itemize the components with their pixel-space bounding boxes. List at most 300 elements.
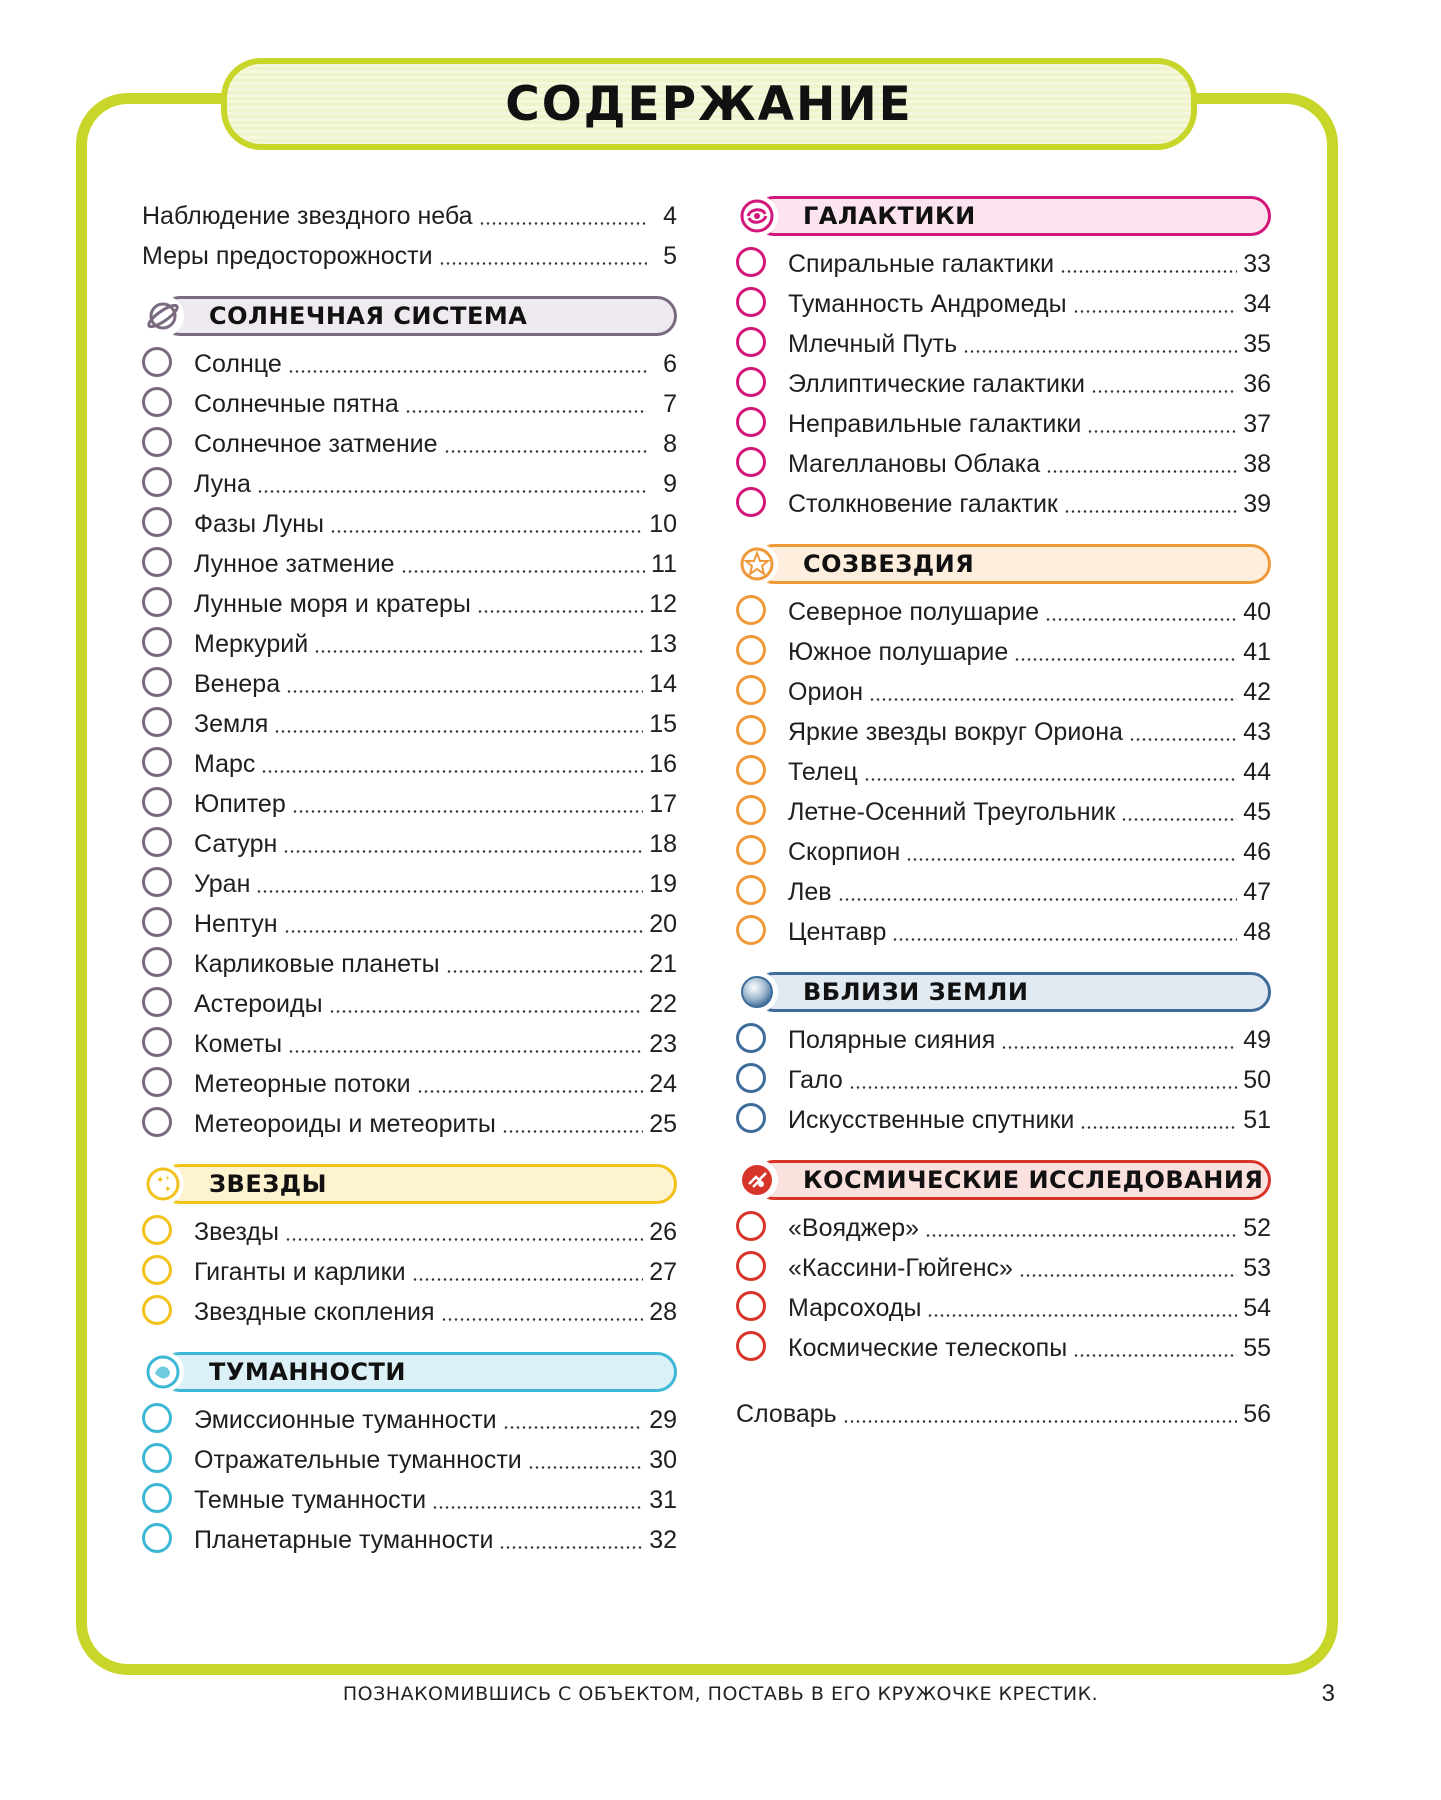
toc-entry[interactable] <box>142 196 677 236</box>
checkbox-circle[interactable] <box>736 835 766 865</box>
checkbox-circle[interactable] <box>736 875 766 905</box>
entry-page-number: 42 <box>1243 678 1271 706</box>
toc-entry[interactable] <box>736 912 1271 952</box>
checkbox-circle[interactable] <box>736 1063 766 1093</box>
sphere-icon <box>736 971 778 1013</box>
dot-leader <box>963 350 1237 353</box>
toc-entry[interactable] <box>142 584 677 624</box>
dot-leader <box>925 1234 1237 1237</box>
intro-entries <box>142 196 677 276</box>
dot-leader <box>432 1506 643 1509</box>
entry-title: Меркурий <box>194 630 309 658</box>
toc-entry[interactable] <box>142 664 677 704</box>
entry-title: Венера <box>194 670 281 698</box>
entry-title: Уран <box>194 870 251 898</box>
toc-entry[interactable] <box>142 864 677 904</box>
dot-leader <box>314 650 643 653</box>
page-title: СОДЕРЖАНИЕ <box>505 76 913 132</box>
checkbox-circle[interactable] <box>142 827 172 857</box>
toc-entry[interactable] <box>736 1288 1271 1328</box>
dot-leader <box>1060 270 1237 273</box>
dot-leader <box>288 1050 643 1053</box>
section-title: ГАЛАКТИКИ <box>803 202 976 230</box>
entry-page-number: 29 <box>649 1406 677 1434</box>
checkbox-circle[interactable] <box>736 755 766 785</box>
toc-entry[interactable] <box>736 1328 1271 1368</box>
toc-entry[interactable] <box>736 792 1271 832</box>
checkbox-circle[interactable] <box>142 387 172 417</box>
toc-entry[interactable] <box>736 1208 1271 1248</box>
toc-entry[interactable] <box>142 744 677 784</box>
toc-entry[interactable] <box>736 1100 1271 1140</box>
entry-page-number: 37 <box>1243 410 1271 438</box>
dot-leader <box>1073 1354 1237 1357</box>
checkbox-circle[interactable] <box>736 287 766 317</box>
entry-page-number: 38 <box>1243 450 1271 478</box>
dot-leader <box>330 530 643 533</box>
checkbox-circle[interactable] <box>142 987 172 1017</box>
toc-entry[interactable] <box>736 1020 1271 1060</box>
entry-title: Солнечное затмение <box>194 430 438 458</box>
entry-page-number: 46 <box>1243 838 1271 866</box>
checkbox-circle[interactable] <box>142 667 172 697</box>
dot-leader <box>1046 470 1237 473</box>
svg-text:✦: ✦ <box>165 1176 171 1182</box>
checkbox-circle[interactable] <box>142 427 172 457</box>
checkbox-circle[interactable] <box>142 867 172 897</box>
svg-text:✦: ✦ <box>164 1184 172 1194</box>
entry-page-number: 26 <box>649 1218 677 1246</box>
entry-page-number: 17 <box>649 790 677 818</box>
section-banner <box>754 972 1271 1012</box>
entry-page-number: 5 <box>663 242 677 270</box>
toc-section <box>736 972 1271 1140</box>
toc-section <box>142 296 677 1144</box>
entry-title: Солнце <box>194 350 282 378</box>
entry-page-number: 39 <box>1243 490 1271 518</box>
toc-entry[interactable] <box>736 364 1271 404</box>
toc-entry[interactable] <box>142 236 677 276</box>
toc-entry[interactable] <box>736 404 1271 444</box>
toc-entry[interactable] <box>142 1104 677 1144</box>
checkbox-circle[interactable] <box>142 747 172 777</box>
left-column <box>142 196 677 1560</box>
entry-page-number: 55 <box>1243 1334 1271 1362</box>
toc-entry[interactable] <box>736 1248 1271 1288</box>
toc-entry[interactable] <box>736 324 1271 364</box>
toc-entry[interactable] <box>736 244 1271 284</box>
section-header <box>736 972 1271 1014</box>
checkbox-circle[interactable] <box>736 675 766 705</box>
dot-leader <box>1001 1046 1237 1049</box>
entry-title: Спиральные галактики <box>788 250 1055 278</box>
toc-entry[interactable] <box>736 592 1271 632</box>
probe-icon <box>736 1159 778 1201</box>
toc-entry[interactable] <box>736 712 1271 752</box>
dot-leader <box>838 898 1238 901</box>
checkbox-circle[interactable] <box>736 487 766 517</box>
entry-title: «Кассини-Гюйгенс» <box>788 1254 1013 1282</box>
section-banner <box>754 544 1271 584</box>
entry-title: Полярные сияния <box>788 1026 996 1054</box>
toc-entry[interactable] <box>142 1400 677 1440</box>
toc-entry[interactable] <box>142 784 677 824</box>
section-banner <box>160 1164 677 1204</box>
dot-leader <box>503 1426 644 1429</box>
entry-title: Темные туманности <box>194 1486 427 1514</box>
title-banner <box>221 58 1197 150</box>
entry-page-number: 41 <box>1243 638 1271 666</box>
checkbox-circle[interactable] <box>142 947 172 977</box>
entry-title: Марсоходы <box>788 1294 922 1322</box>
right-column <box>736 196 1271 1434</box>
checkbox-circle[interactable] <box>736 915 766 945</box>
entry-title: Юпитер <box>194 790 286 818</box>
section-title: ТУМАННОСТИ <box>209 1358 406 1386</box>
entry-title: Звездные скопления <box>194 1298 435 1326</box>
entry-title: Южное полушарие <box>788 638 1009 666</box>
galaxy-icon <box>736 195 778 237</box>
dot-leader <box>1064 510 1237 513</box>
dot-leader <box>502 1130 643 1133</box>
toc-section <box>736 196 1271 524</box>
entry-page-number: 11 <box>651 550 677 578</box>
section-header <box>142 296 677 338</box>
dot-leader <box>1091 390 1237 393</box>
entry-title: Карликовые планеты <box>194 950 440 978</box>
dot-leader <box>286 690 643 693</box>
dot-leader <box>869 698 1237 701</box>
constellation-icon <box>736 543 778 585</box>
entry-title: Орион <box>788 678 864 706</box>
dot-leader <box>283 850 643 853</box>
entry-title: Туманность Андромеды <box>788 290 1067 318</box>
entry-page-number: 4 <box>663 202 677 230</box>
toc-entry[interactable] <box>736 484 1271 524</box>
entry-page-number: 32 <box>649 1526 677 1554</box>
dot-leader <box>257 490 647 493</box>
entry-title: Лев <box>788 878 832 906</box>
entry-page-number: 56 <box>1243 1400 1271 1428</box>
entry-page-number: 22 <box>649 990 677 1018</box>
checkbox-circle[interactable] <box>736 447 766 477</box>
section-title: СОЗВЕЗДИЯ <box>803 550 975 578</box>
entry-page-number: 35 <box>1243 330 1271 358</box>
dot-leader <box>479 222 647 225</box>
toc-entry[interactable] <box>142 1292 677 1332</box>
section-banner <box>160 296 677 336</box>
dot-leader <box>446 970 644 973</box>
toc-entry[interactable] <box>736 832 1271 872</box>
toc-entry[interactable] <box>736 1060 1271 1100</box>
entry-title: Телец <box>788 758 858 786</box>
entry-page-number: 6 <box>663 350 677 378</box>
entry-title: Метеороиды и метеориты <box>194 1110 496 1138</box>
entry-page-number: 52 <box>1243 1214 1271 1242</box>
toc-section <box>142 1164 677 1332</box>
checkbox-circle[interactable] <box>142 1443 172 1473</box>
toc-entry[interactable] <box>736 752 1271 792</box>
entry-page-number: 36 <box>1243 370 1271 398</box>
toc-entry[interactable] <box>736 672 1271 712</box>
entry-title: Космические телескопы <box>788 1334 1068 1362</box>
entry-page-number: 28 <box>649 1298 677 1326</box>
svg-text:✦: ✦ <box>156 1175 165 1186</box>
entry-page-number: 43 <box>1243 718 1271 746</box>
checkbox-circle[interactable] <box>736 407 766 437</box>
entry-title: Словарь <box>736 1400 837 1428</box>
entry-page-number: 30 <box>649 1446 677 1474</box>
entry-title: Лунные моря и кратеры <box>194 590 471 618</box>
entry-page-number: 53 <box>1243 1254 1271 1282</box>
entry-page-number: 21 <box>649 950 677 978</box>
toc-entry[interactable] <box>142 1212 677 1252</box>
entry-title: Столкновение галактик <box>788 490 1058 518</box>
toc-entry[interactable] <box>736 872 1271 912</box>
glossary-entry <box>736 1394 1271 1434</box>
section-header <box>736 196 1271 238</box>
dot-leader <box>1121 818 1237 821</box>
checkbox-circle[interactable] <box>736 327 766 357</box>
entry-title: Неправильные галактики <box>788 410 1082 438</box>
toc-entry[interactable] <box>142 704 677 744</box>
entry-page-number: 12 <box>649 590 677 618</box>
dot-leader <box>528 1466 643 1469</box>
checkbox-circle[interactable] <box>142 1255 172 1285</box>
toc-entry[interactable] <box>142 1252 677 1292</box>
entry-title: Земля <box>194 710 269 738</box>
dot-leader <box>499 1546 643 1549</box>
dot-leader <box>417 1090 644 1093</box>
entry-page-number: 50 <box>1243 1066 1271 1094</box>
toc-entry[interactable] <box>736 444 1271 484</box>
section-banner <box>754 196 1271 236</box>
toc-entry[interactable] <box>142 1440 677 1480</box>
entry-page-number: 34 <box>1243 290 1271 318</box>
entry-title: Астероиды <box>194 990 323 1018</box>
entry-page-number: 9 <box>663 470 677 498</box>
toc-entry[interactable] <box>142 544 677 584</box>
entry-page-number: 23 <box>649 1030 677 1058</box>
entry-page-number: 14 <box>649 670 677 698</box>
dot-leader <box>1014 658 1237 661</box>
entry-page-number: 13 <box>649 630 677 658</box>
checkbox-circle[interactable] <box>142 507 172 537</box>
section-banner <box>754 1160 1271 1200</box>
entry-page-number: 20 <box>649 910 677 938</box>
page-number: 3 <box>1321 1680 1335 1707</box>
toc-entry[interactable] <box>142 984 677 1024</box>
checkbox-circle[interactable] <box>142 627 172 657</box>
dot-leader <box>1080 1126 1237 1129</box>
dot-leader <box>405 410 647 413</box>
section-title: ВБЛИЗИ ЗЕМЛИ <box>803 978 1029 1006</box>
toc-entry[interactable] <box>142 1480 677 1520</box>
dot-leader <box>1019 1274 1237 1277</box>
checkbox-circle[interactable] <box>736 1331 766 1361</box>
checkbox-circle[interactable] <box>142 1295 172 1325</box>
checkbox-circle[interactable] <box>142 547 172 577</box>
dot-leader <box>906 858 1237 861</box>
entry-title: Летне-Осенний Треугольник <box>788 798 1116 826</box>
toc-entry[interactable] <box>142 384 677 424</box>
checkbox-circle[interactable] <box>142 1523 172 1553</box>
entry-page-number: 7 <box>663 390 677 418</box>
entry-page-number: 33 <box>1243 250 1271 278</box>
entry-title: Метеорные потоки <box>194 1070 411 1098</box>
dot-leader <box>444 450 648 453</box>
checkbox-circle[interactable] <box>142 1215 172 1245</box>
entry-page-number: 27 <box>649 1258 677 1286</box>
toc-section <box>142 1352 677 1560</box>
toc-entry[interactable] <box>142 504 677 544</box>
checkbox-circle[interactable] <box>142 1067 172 1097</box>
entry-title: Скорпион <box>788 838 901 866</box>
entry-page-number: 51 <box>1243 1106 1271 1134</box>
entry-title: Гало <box>788 1066 843 1094</box>
dot-leader <box>849 1086 1237 1089</box>
toc-entry[interactable] <box>142 1024 677 1064</box>
entry-title: Меры предосторожности <box>142 242 433 270</box>
toc-entry[interactable] <box>142 904 677 944</box>
dot-leader <box>439 262 647 265</box>
dot-leader <box>477 610 643 613</box>
entry-title: Сатурн <box>194 830 278 858</box>
dot-leader <box>285 1238 643 1241</box>
entry-title: Северное полушарие <box>788 598 1040 626</box>
dot-leader <box>256 890 643 893</box>
checkbox-circle[interactable] <box>142 707 172 737</box>
entry-page-number: 25 <box>649 1110 677 1138</box>
toc-entry[interactable] <box>142 1520 677 1560</box>
entry-title: Нептун <box>194 910 278 938</box>
checkbox-circle[interactable] <box>142 587 172 617</box>
entry-page-number: 44 <box>1243 758 1271 786</box>
toc-entry[interactable] <box>142 824 677 864</box>
entry-title: Центавр <box>788 918 887 946</box>
checkbox-circle[interactable] <box>736 795 766 825</box>
dot-leader <box>1087 430 1237 433</box>
entry-title: Яркие звезды вокруг Ориона <box>788 718 1123 746</box>
toc-entry[interactable] <box>142 344 677 384</box>
toc-entry[interactable] <box>142 624 677 664</box>
section-header <box>736 544 1271 586</box>
section-title: КОСМИЧЕСКИЕ ИССЛЕДОВАНИЯ <box>803 1166 1264 1194</box>
section-header <box>736 1160 1271 1202</box>
dot-leader <box>927 1314 1237 1317</box>
section-header <box>142 1352 677 1394</box>
entry-title: Кометы <box>194 1030 283 1058</box>
checkbox-circle[interactable] <box>736 1251 766 1281</box>
dot-leader <box>1073 310 1238 313</box>
entry-title: Планетарные туманности <box>194 1526 494 1554</box>
checkbox-circle[interactable] <box>142 787 172 817</box>
entry-page-number: 45 <box>1243 798 1271 826</box>
entry-page-number: 8 <box>663 430 677 458</box>
footer-note: ПОЗНАКОМИВШИСЬ С ОБЪЕКТОМ, ПОСТАВЬ В ЕГО КРУЖОЧКЕ КРЕСТИК. <box>342 1683 1099 1705</box>
entry-page-number: 10 <box>649 510 677 538</box>
stars-icon <box>142 1163 184 1205</box>
checkbox-circle[interactable] <box>736 595 766 625</box>
checkbox-circle[interactable] <box>142 1483 172 1513</box>
toc-entry[interactable] <box>142 1064 677 1104</box>
toc-section <box>736 544 1271 952</box>
toc-entry[interactable] <box>736 1394 1271 1434</box>
toc-section <box>736 1160 1271 1368</box>
entry-title: Искусственные спутники <box>788 1106 1075 1134</box>
checkbox-circle[interactable] <box>736 1103 766 1133</box>
checkbox-circle[interactable] <box>736 635 766 665</box>
entry-title: Эмиссионные туманности <box>194 1406 497 1434</box>
dot-leader <box>892 938 1237 941</box>
checkbox-circle[interactable] <box>142 1403 172 1433</box>
entry-page-number: 15 <box>649 710 677 738</box>
entry-title: Марс <box>194 750 256 778</box>
entry-page-number: 47 <box>1243 878 1271 906</box>
entry-title: Млечный Путь <box>788 330 958 358</box>
entry-title: Магеллановы Облака <box>788 450 1041 478</box>
entry-page-number: 19 <box>649 870 677 898</box>
checkbox-circle[interactable] <box>736 1211 766 1241</box>
entry-page-number: 31 <box>649 1486 677 1514</box>
checkbox-circle[interactable] <box>736 1023 766 1053</box>
checkbox-circle[interactable] <box>736 367 766 397</box>
entry-title: Фазы Луны <box>194 510 324 538</box>
entry-page-number: 24 <box>649 1070 677 1098</box>
entry-title: Гиганты и карлики <box>194 1258 406 1286</box>
dot-leader <box>274 730 643 733</box>
section-title: СОЛНЕЧНАЯ СИСТЕМА <box>209 302 528 330</box>
checkbox-circle[interactable] <box>736 247 766 277</box>
toc-entry[interactable] <box>142 424 677 464</box>
entry-page-number: 16 <box>649 750 677 778</box>
entry-title: Наблюдение звездного неба <box>142 202 473 230</box>
checkbox-circle[interactable] <box>736 1291 766 1321</box>
dot-leader <box>864 778 1237 781</box>
entry-title: Солнечные пятна <box>194 390 399 418</box>
checkbox-circle[interactable] <box>142 907 172 937</box>
dot-leader <box>441 1318 644 1321</box>
section-banner <box>160 1352 677 1392</box>
dot-leader <box>284 930 644 933</box>
checkbox-circle[interactable] <box>736 715 766 745</box>
entry-title: «Вояджер» <box>788 1214 920 1242</box>
checkbox-circle[interactable] <box>142 1107 172 1137</box>
section-title: ЗВЕЗДЫ <box>209 1170 328 1198</box>
toc-entry[interactable] <box>736 284 1271 324</box>
dot-leader <box>292 810 643 813</box>
checkbox-circle[interactable] <box>142 1027 172 1057</box>
dot-leader <box>288 370 647 373</box>
checkbox-circle[interactable] <box>142 467 172 497</box>
dot-leader <box>329 1010 644 1013</box>
entry-page-number: 48 <box>1243 918 1271 946</box>
dot-leader <box>401 570 645 573</box>
entry-title: Эллиптические галактики <box>788 370 1085 398</box>
nebula-icon <box>142 1351 184 1393</box>
entry-title: Звезды <box>194 1218 279 1246</box>
dot-leader <box>1129 738 1237 741</box>
toc-entry[interactable] <box>142 944 677 984</box>
toc-entry[interactable] <box>736 632 1271 672</box>
checkbox-circle[interactable] <box>142 347 172 377</box>
entry-page-number: 18 <box>649 830 677 858</box>
section-header <box>142 1164 677 1206</box>
dot-leader <box>843 1420 1238 1423</box>
entry-title: Луна <box>194 470 251 498</box>
entry-page-number: 54 <box>1243 1294 1271 1322</box>
toc-entry[interactable] <box>142 464 677 504</box>
